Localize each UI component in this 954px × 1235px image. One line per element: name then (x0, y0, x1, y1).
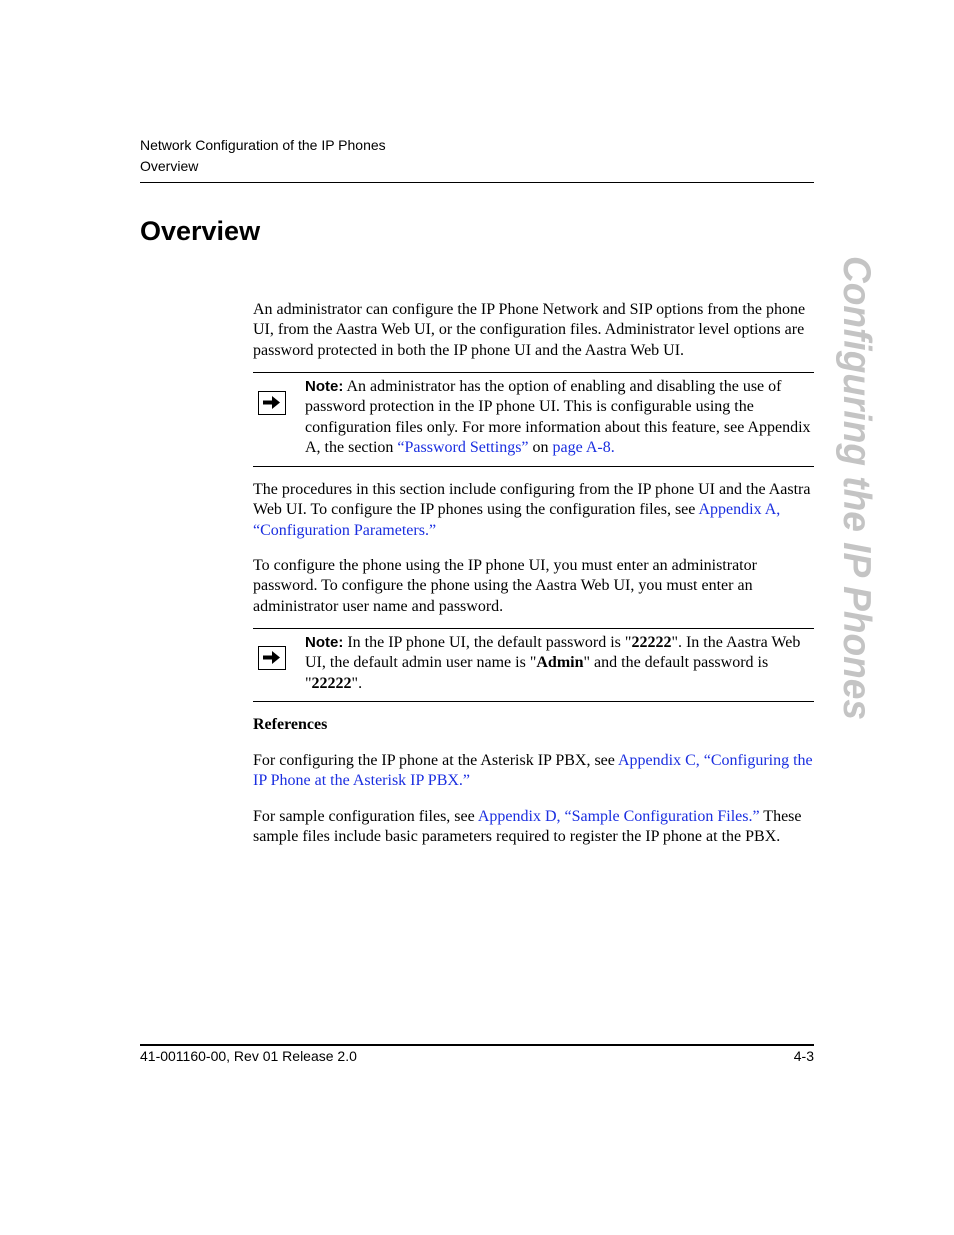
note2-part4: ". (351, 674, 363, 692)
procedures-text: The procedures in this section include configuring from the IP phone UI and the Aastra Web UI. To configure the IP phones using the configuration files, see (253, 481, 811, 519)
note1-arrow-icon (258, 391, 286, 415)
footer-page-number: 4-3 (793, 1048, 814, 1064)
reference-sample-files (253, 807, 815, 848)
intro-paragraph: An administrator can configure the IP Phone Network and SIP options from the phone UI, from the Aastra Web UI, or the configuration files. Administrator level options are password protected in both the IP phone UI and the Aastra Web UI. (253, 301, 806, 359)
note1-end: . (610, 438, 615, 456)
note2-text (305, 633, 815, 694)
default-password-value-2: 22222 (311, 674, 352, 692)
header-rule (140, 182, 814, 183)
procedures-paragraph (253, 480, 815, 541)
running-header-chapter: Network Configuration of the IP Phones (140, 137, 386, 153)
ref1-text: For configuring the IP phone at the Asterisk IP PBX, see (253, 752, 618, 769)
note2-part3: " and the default password is " (305, 654, 769, 692)
note1-top-rule (253, 372, 814, 373)
chapter-side-tab (808, 256, 878, 745)
reference-asterisk (253, 751, 815, 792)
note1-body: An administrator has the option of enabling and disabling the use of password protection in the IP phone UI. This is configurable using the configuration files only. For more information about this feature, see Appendix A, the section (305, 378, 811, 456)
ref2-text: For sample configuration files, see (253, 808, 478, 825)
ref2-end: These sample files include basic parameters required to register the IP phone at the PBX. (253, 808, 802, 846)
note1-bottom-rule (253, 466, 814, 467)
footer-doc-id: 41-001160-00, Rev 01 Release 2.0 (140, 1048, 357, 1064)
note1-mid: on (528, 438, 553, 456)
page-title: Overview (140, 216, 261, 246)
page-a8-link[interactable]: page A-8 (552, 438, 611, 456)
note2-part2: ". In the Aastra Web UI, the default admin user name is " (305, 634, 801, 672)
note2-bottom-rule (253, 701, 814, 702)
note2-arrow-icon (258, 646, 286, 670)
password-paragraph: To configure the phone using the IP phone UI, you must enter an administrator password. To configure the phone using the Aastra Web UI, you must enter an administrator user name and password. (253, 557, 757, 615)
references-heading: References (253, 716, 328, 733)
appendix-c-link[interactable]: Appendix C, “Configuring the IP Phone at the Asterisk IP PBX.” (253, 752, 813, 790)
password-settings-link[interactable]: “Password Settings” (397, 438, 529, 456)
appendix-d-link[interactable]: Appendix D, “Sample Configuration Files.” (477, 808, 760, 825)
note1-text (305, 377, 815, 458)
appendix-a-link[interactable]: Appendix A, “Configuration Parameters.” (253, 501, 781, 539)
note2-part1: In the IP phone UI, the default password is " (343, 634, 632, 651)
default-password-value: 22222 (631, 634, 672, 651)
footer-rule (140, 1044, 814, 1046)
note2-label: Note: (305, 634, 344, 651)
note2-top-rule (253, 628, 814, 629)
default-admin-user: Admin (536, 654, 584, 672)
side-tab-label: Configuring the IP Phones (835, 256, 878, 745)
note1-label: Note: (305, 378, 344, 395)
running-header-section: Overview (140, 158, 199, 174)
